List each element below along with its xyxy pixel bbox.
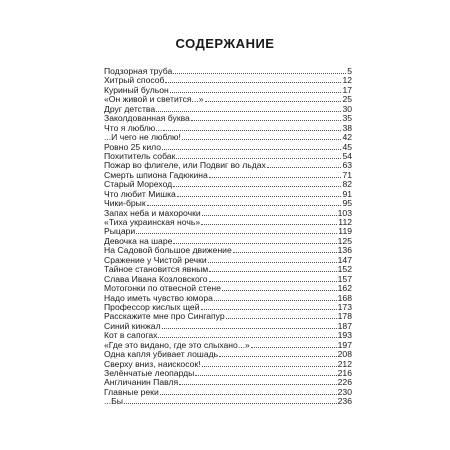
toc-entry-title: Что я люблю... [104,122,163,133]
dot-leader [195,374,336,376]
toc-entry-title: Хитрый способ [104,75,165,86]
dot-leader [173,242,336,244]
toc-entry-title: «Он живой и светится...» [104,94,204,105]
toc-entry-page-number: 230 [337,386,352,397]
dot-leader [182,138,342,140]
toc-entry-title: Ровно 25 кило [104,141,162,152]
dot-leader [226,317,337,319]
toc-entry-page-number: 193 [337,330,352,341]
dot-leader [162,148,341,150]
toc-entry-page-number: 208 [337,349,352,360]
toc-entry-page-number: 226 [337,377,352,388]
toc-entry-page-number: 42 [342,132,352,143]
table-of-contents [104,67,352,407]
dot-leader [162,327,337,329]
toc-entry-title: Мотогонки по отвесной стене [104,283,221,294]
toc-entry-page-number: 178 [337,311,352,322]
toc-entry-page-number: 82 [342,179,352,190]
toc-entry-page-number: 136 [337,245,352,256]
toc-entry-title: Кот в сапогах [104,330,158,341]
toc-entry-title: Англичанин Павля [104,377,179,388]
toc-entry-page-number: 173 [337,301,352,312]
toc-entry-page-number: 187 [337,320,352,331]
toc-entry [104,397,352,406]
toc-entry-page-number: 38 [342,122,352,133]
toc-entry-page-number: 30 [342,103,352,114]
toc-entry-page-number: 157 [337,273,352,284]
dot-leader [201,223,337,225]
dot-leader [202,365,337,367]
dot-leader [179,383,336,385]
dot-leader [160,393,337,395]
toc-entry-title: Слава Ивана Козловского [104,273,208,284]
dot-leader [201,308,337,310]
dot-leader [209,176,342,178]
toc-entry-page-number: 103 [337,207,352,218]
dot-leader [202,214,337,216]
toc-entry-title: «Тиха украинская ночь» [104,217,201,227]
toc-entry-title: Профессор кислых щей [104,301,200,312]
dot-leader [147,204,342,206]
dot-leader [208,261,337,263]
toc-entry-title: Заколдованная буква [104,113,190,124]
toc-entry-title: ...Бы [104,396,123,407]
dot-leader [214,299,337,301]
toc-entry-title: «Где это видано, где это слыхано...» [104,339,250,350]
toc-entry-page-number: 125 [337,235,352,246]
toc-entry-page-number: 95 [342,198,352,209]
dot-leader [251,346,337,348]
toc-entry-title: Друг детства [104,103,156,114]
toc-entry-page-number: 17 [342,84,352,95]
toc-entry-page-number: 5 [347,66,352,76]
toc-entry-title: Главные реки [104,386,159,397]
toc-entry-page-number: 152 [337,264,352,275]
toc-entry-title: Похититель собак [104,150,176,161]
toc-entry-title: Что любит Мишка [104,188,176,199]
dot-leader [176,157,341,159]
toc-entry-page-number: 54 [342,150,352,161]
toc-entry-page-number: 216 [337,368,352,378]
toc-entry-page-number: 63 [342,160,352,171]
toc-entry-title: Расскажите мне про Сингапур [104,311,225,322]
toc-entry-title: Подзорная труба [104,66,173,76]
toc-entry-page-number: 35 [342,113,352,124]
toc-entry-page-number: 71 [342,169,352,180]
dot-leader [191,119,342,121]
toc-entry-title: Синий кинжал [104,320,161,331]
dot-leader [219,355,337,357]
toc-entry-page-number: 91 [342,188,352,199]
toc-entry-title: Зелёнчатые леопарды [104,368,195,378]
toc-entry-page-number: 168 [337,292,352,303]
dot-leader [156,110,341,112]
page-title: СОДЕРЖАНИЕ [175,36,275,51]
toc-entry [104,218,352,227]
dot-leader [173,72,346,74]
dot-leader [205,100,342,102]
toc-entry-title: Одна капля убивает лошадь [104,349,219,360]
toc-entry-page-number: 119 [338,226,352,237]
toc-entry-title: Пожар во флигеле, или Подвиг во льдах [104,160,266,171]
toc-entry-page-number: 212 [337,358,352,369]
dot-leader [173,185,341,187]
dot-leader [158,336,336,338]
toc-entry-title: Надо иметь чувство юмора [104,292,213,303]
toc-entry-title: Тайное становится явным [104,264,209,275]
toc-entry-page-number: 197 [337,339,352,350]
toc-entry-title: Старый Мореход [104,179,173,190]
toc-entry-title: Девочка на шаре [104,235,173,246]
toc-entry-title: Запах неба и махорочки [104,207,201,218]
toc-entry-title: На Садовой большое движение [104,245,232,256]
dot-leader [165,81,341,83]
toc-entry-title: Сражение у Чистой речки [104,254,207,265]
dot-leader [177,195,342,197]
dot-leader [209,270,336,272]
dot-leader [267,166,342,168]
dot-leader [233,251,337,253]
dot-leader [136,232,337,234]
dot-leader [209,280,337,282]
toc-entry-page-number: 45 [342,141,352,152]
toc-entry-page-number: 236 [337,396,352,407]
dot-leader [163,129,341,131]
toc-entry-page-number: 147 [337,254,352,265]
toc-entry-title: Смерть шпиона Гадюкина [104,169,208,180]
toc-entry-title: ...И чего не люблю! [104,132,181,143]
toc-entry-page-number: 25 [342,94,352,105]
toc-entry-title: Рыцари [104,226,136,237]
dot-leader [222,289,337,291]
toc-entry-page-number: 12 [342,75,352,86]
toc-entry-page-number: 162 [337,283,352,294]
toc-entry-page-number: 112 [338,217,352,227]
dot-leader [124,402,337,404]
toc-entry-title: Куриный бульон [104,84,169,95]
toc-entry-title: Сверху вниз, наискосок! [104,358,201,369]
toc-entry-title: Чики-брык [104,198,146,209]
toc-entry [104,388,352,397]
dot-leader [170,91,342,93]
